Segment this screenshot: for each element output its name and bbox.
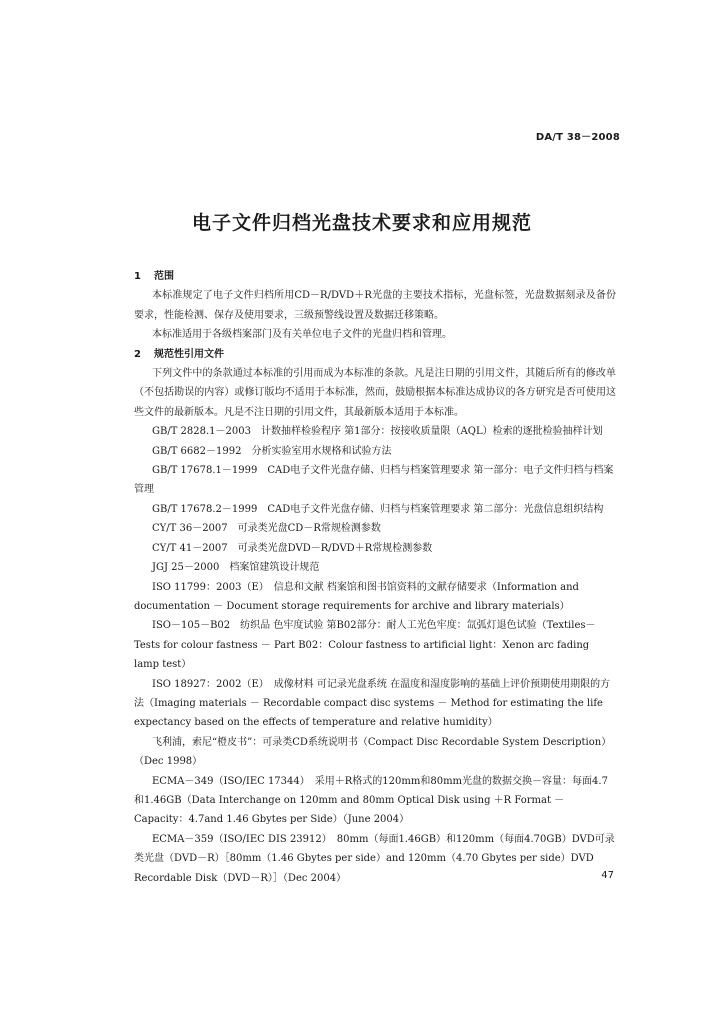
page-number: 47	[601, 870, 614, 881]
reference-item: CY/T 36－2007 可录类光盘CD－R常规检测参数	[152, 523, 381, 535]
reference-item: GB/T 17678.2－1999 CAD电子文件光盘存储、归档与档案管理要求 第二部分：光盘信息组织结构	[152, 503, 604, 515]
section-number: 1	[134, 271, 141, 282]
reference-item: JGJ 25－2000 档案馆建筑设计规范	[152, 562, 320, 574]
document-title: 电子文件归档光盘技术要求和应用规范	[191, 212, 532, 234]
references-intro-paragraph: 下列文件中的条款通过本标准的引用而成为本标准的条款。凡是注日期的引用文件，其随后所有的修改单（不包括勘误的内容）或修订版均不适用于本标准，然而，鼓励根据本标准达成协议的各方研究是否可使用这些文件的最新版本。凡是不注日期的引用文件，其最新版本适用于本标准。	[134, 368, 616, 418]
reference-item: CY/T 41－2007 可录类光盘DVD－R/DVD＋R常规检测参数	[152, 542, 433, 554]
reference-item: ISO－105－B02 纺织品 色牢度试验 第B02部分：耐人工光色牢度：氙弧灯退色试验（Textiles－Tests for colour fastness － Part B02：Colour fastness to artificial light：Xenon arc fading lamp test）	[134, 620, 596, 671]
reference-item: GB/T 6682－1992 分析实验室用水规格和试验方法	[152, 445, 392, 457]
section-number: 2	[134, 348, 141, 360]
reference-item: GB/T 17678.1－1999 CAD电子文件光盘存储、归档与档案管理要求 第一部分：电子文件归档与档案管理	[134, 465, 614, 496]
scope-paragraph: 本标准规定了电子文件归档所用CD－R/DVD＋R光盘的主要技术指标，光盘标签，光盘数据刻录及备份要求，性能检测、保存及使用要求，三级预警线设置及数据迁移策略。	[134, 290, 616, 321]
reference-item: GB/T 2828.1－2003 计数抽样检验程序 第1部分：按接收质量限（AQL）检索的逐批检验抽样计划	[152, 426, 603, 438]
applicability-paragraph: 本标准适用于各级档案部门及有关单位电子文件的光盘归档和管理。	[152, 329, 452, 341]
section-title: 规范性引用文件	[154, 348, 224, 360]
reference-item: ECMA－349（ISO/IEC 17344） 采用＋R格式的120mm和80mm光盘的数据交换－容量：每面4.7和1.46GB（Data Interchange on 120mm and 80mm Optical Disk using ＋R Format － Capacity：4.7and 1.46 Gbytes per Side）（June 2004）	[134, 775, 608, 826]
reference-item: 飞利浦，索尼“橙皮书”：可录类CD系统说明书（Compact Disc Recordable System Description）（Dec 1998）	[134, 736, 612, 768]
reference-item: ISO 18927：2002（E） 成像材料 可记录光盘系统 在温度和湿度影响的基础上评价预期使用期限的方法（Imaging materials － Recordable compact disc systems － Method for estimating the life expectancy based on the effects of temperature and relative humidity）	[134, 678, 611, 729]
reference-item: ECMA－359（ISO/IEC DIS 23912） 80mm（每面1.46GB）和120mm（每面4.70GB）DVD可录类光盘（DVD－R）［80mm（1.46 Gbytes per side）and 120mm（4.70 Gbytes per side）DVD Recordable Disk（DVD－R）］（Dec 2004）	[134, 833, 615, 884]
reference-item: ISO 11799：2003（E） 信息和文献 档案馆和图书馆资料的文献存储要求（Information and documentation － Document storage requirements for archive and library materials）	[134, 581, 579, 612]
section-2-heading	[134, 345, 616, 364]
section-1-heading	[134, 267, 616, 286]
standard-code: DA/T 38－2008	[535, 132, 620, 143]
section-title: 范围	[154, 271, 174, 282]
document-body	[134, 267, 616, 888]
